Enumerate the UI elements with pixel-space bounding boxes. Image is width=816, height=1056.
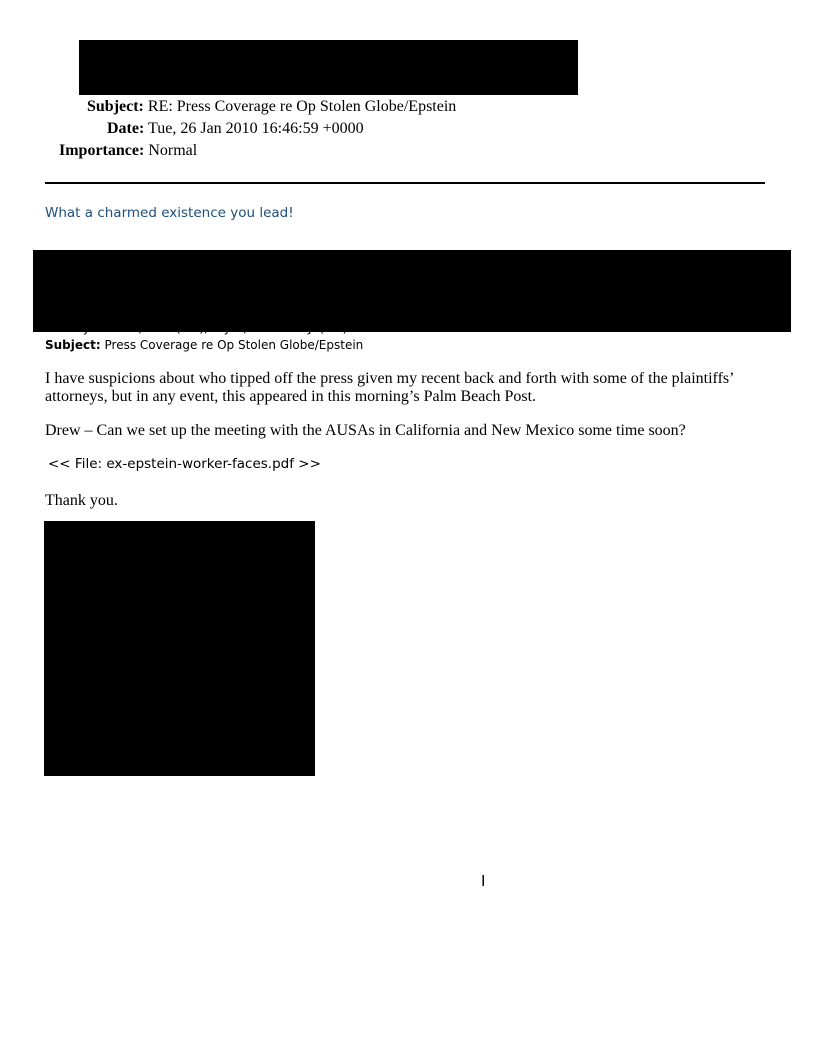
original-subject-row [45, 337, 363, 353]
importance-row [59, 141, 197, 161]
importance-value: Normal [148, 142, 198, 159]
subject-row [87, 97, 456, 117]
body-paragraph-2: Drew – Can we set up the meeting with the AUSAs in California and New Mexico some time soon? [45, 422, 686, 439]
date-label: Date: [107, 120, 145, 137]
date-value: Tue, 26 Jan 2010 16:46:59 +0000 [148, 120, 364, 137]
subject-label: Subject: [87, 98, 144, 115]
attachment-reference: << File: ex-epstein-worker-faces.pdf >> [48, 456, 321, 472]
date-row [107, 119, 364, 139]
header-divider [45, 182, 765, 184]
body-paragraph-1: I have suspicions about who tipped off the press given my recent back and forth with some of the plaintiffs’ attorneys, but in any event, this appeared in this morning’s Palm Beach Post. [45, 370, 734, 405]
redaction-signature-block [44, 521, 315, 776]
redaction-header-block [79, 40, 578, 95]
reply-text: What a charmed existence you lead! [45, 205, 294, 221]
redaction-original-header [33, 250, 791, 332]
page-mark: I [481, 872, 486, 890]
original-subject-label: Subject: [45, 338, 101, 352]
original-subject-value: Press Coverage re Op Stolen Globe/Epstein [104, 338, 364, 352]
closing-text: Thank you. [45, 492, 118, 509]
subject-value: RE: Press Coverage re Op Stolen Globe/Epstein [147, 98, 457, 115]
importance-label: Importance: [59, 142, 145, 159]
